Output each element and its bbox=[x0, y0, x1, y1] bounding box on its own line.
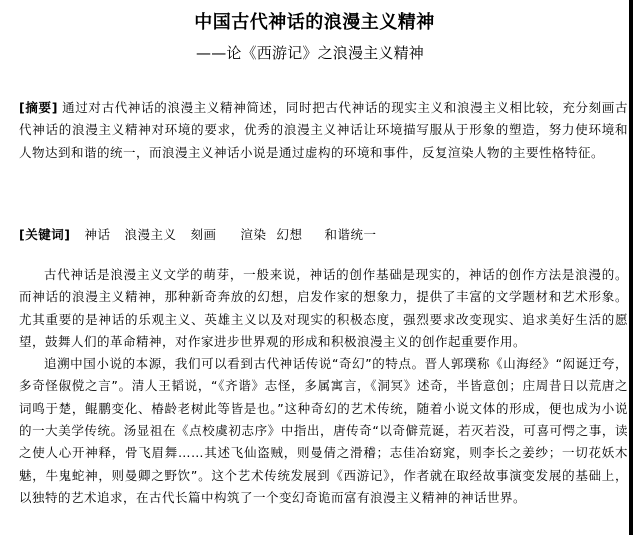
keywords-line bbox=[19, 224, 628, 246]
abstract-text: 通过对古代神话的浪漫主义精神简述，同时把古代神话的现实主义和浪漫主义相比较，充分刻画古代神话的浪漫主义精神对环境的要求，优秀的浪漫主义神话让环境描写服从于形象的塑造，努力使环境和人物达到和谐的统一，而浪漫主义神话小说是通过虚构的环境和事件，反复渲染人物的主要性格特征。 bbox=[19, 100, 628, 160]
page-title: 中国古代神话的浪漫主义精神 bbox=[194, 12, 435, 33]
keyword: 浪漫主义 bbox=[124, 227, 177, 242]
body-text bbox=[19, 264, 628, 509]
keywords-label: [关键词] bbox=[19, 227, 71, 242]
keyword: 幻想 bbox=[276, 227, 303, 242]
keyword: 刻画 bbox=[190, 227, 217, 242]
body-paragraph: 追溯中国小说的本源，我们可以看到古代神话传说“奇幻”的特点。晋人郭璞称《山海经》“闳诞迂夸，多奇怪俶傥之言”。清人王韬说，“《齐谐》志怪，多属寓言，《洞冥》述奇，半皆意创；庄周昔日以荒唐之词鸣于楚，鲲鹏变化、椿龄老树此等皆是也。”这种奇幻的艺术传统，随着小说文体的形成，便也成为小说的一大美学传统。汤显祖在《点校虞初志序》中指出，唐传奇“以奇僻荒诞，若灭若没，可喜可愕之事，读之使人心开神释，骨飞眉舞……其述飞仙盗贼，则曼倩之滑稽；志佳冶窈窕，则李长之姜纱；一切花妖木魅，牛鬼蛇神，则曼卿之野饮”。这个艺术传统发展到《西游记》，作者就在取经故事演变发展的基础上，以独特的艺术追求，在古代长篇中构筑了一个变幻奇诡而富有浪漫主义精神的神话世界。 bbox=[19, 356, 628, 505]
right-border bbox=[629, 0, 633, 535]
keyword: 和谐统一 bbox=[324, 227, 377, 242]
keyword: 渲染 bbox=[240, 227, 267, 242]
abstract-label: [摘要] bbox=[19, 100, 58, 115]
body-paragraph: 古代神话是浪漫主义文学的萌芽，一般来说，神话的创作基础是现实的，神话的创作方法是浪漫的。而神话的浪漫主义精神，那种新奇奔放的幻想，启发作家的想象力，提供了丰富的文学题材和艺术形象。尤其重要的是神话的乐观主义、英雄主义以及对现实的积极态度，强烈要求改变现实、追求美好生活的愿望，鼓舞人们的革命精神，对作家进步世界观的形成和积极浪漫主义的创作起重要作用。 bbox=[19, 267, 628, 349]
abstract-paragraph bbox=[19, 97, 628, 164]
page-subtitle: ——论《西游记》之浪漫主义精神 bbox=[196, 44, 425, 62]
keyword: 神话 bbox=[84, 227, 111, 242]
